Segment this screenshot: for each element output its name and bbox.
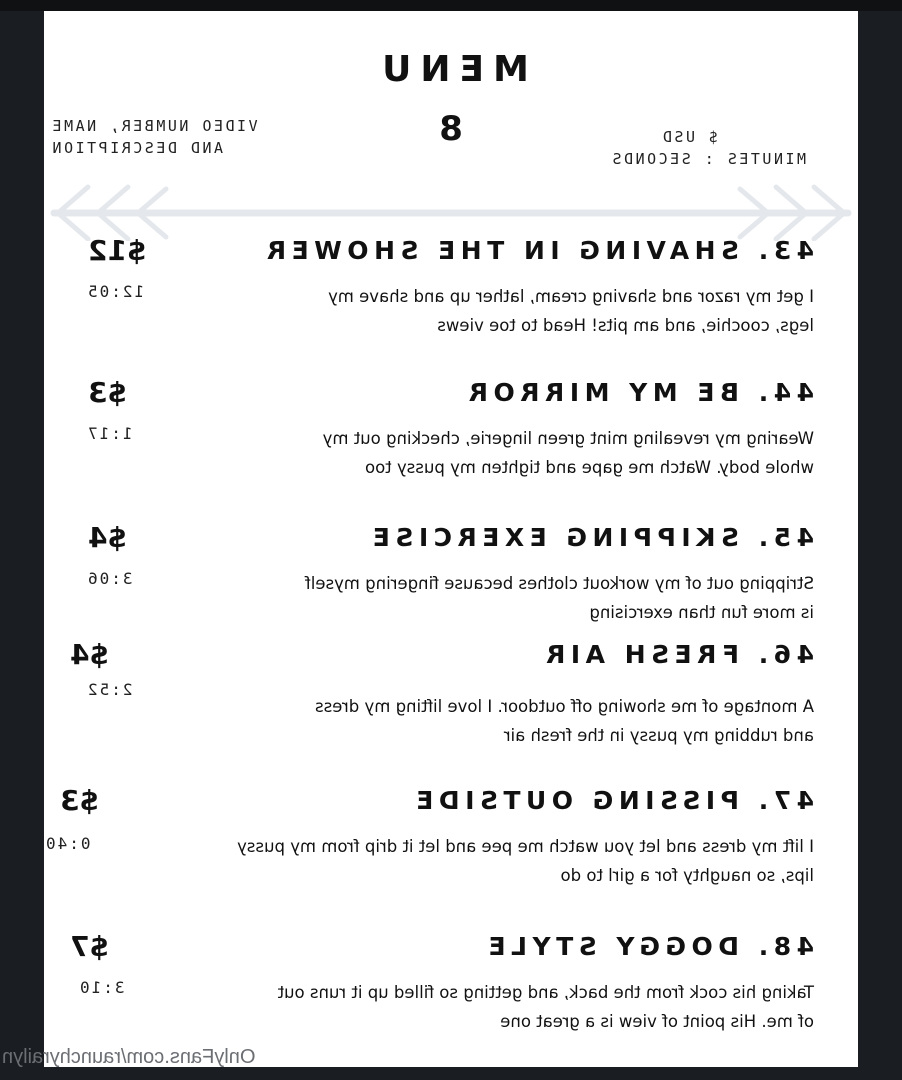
menu-item xyxy=(44,236,858,356)
item-description: I lift my dress and let you watch me pee and let it drip from my pussy lips, so naughty for a girl to do xyxy=(237,837,814,885)
legend-price-unit: $ USD xyxy=(660,128,718,146)
legend-video-info-line1: VIDEO NUMBER, NAME xyxy=(50,117,258,135)
item-price: $3 xyxy=(60,784,99,817)
item-title: 46. FRESH AIR xyxy=(540,640,814,669)
menu-item xyxy=(44,786,858,906)
item-price: $3 xyxy=(88,376,127,409)
item-title: 43. SHAVING IN THE SHOWER xyxy=(261,236,814,265)
item-title: 45. SKIPPING EXERCISE xyxy=(367,523,814,552)
item-description: Stripping out of my workout clothes because fingering myself is more fun than exercising xyxy=(304,574,814,622)
legend-price-time xyxy=(546,126,806,170)
item-duration: 12:05 xyxy=(86,282,145,301)
item-description: Taking his cock from the back, and getting so filled up it runs out of me. His point of view is a great one xyxy=(277,983,814,1031)
item-description: A montage of me showing off outdoor. I love lifting my dress and rubbing my pussy in the fresh air xyxy=(315,697,814,745)
item-description: Wearing my revealing mint green lingerie, checking out my whole body. Watch me gape and tighten my pussy too xyxy=(322,429,814,477)
item-duration: 0:40 xyxy=(44,834,91,853)
menu-item xyxy=(44,523,858,643)
menu-item xyxy=(44,378,858,498)
menu-title: MENU xyxy=(373,49,529,90)
menu-sheet xyxy=(44,11,858,1067)
legend-time-unit: MINUTES : SECONDS xyxy=(609,150,806,168)
item-duration: 1:17 xyxy=(86,424,133,443)
item-price: $12 xyxy=(88,234,147,267)
item-price: $7 xyxy=(70,930,109,963)
item-title: 44. BE MY MIRROR xyxy=(463,378,814,407)
watermark: OnlyFans.com/raunchyrailyn xyxy=(2,1046,256,1068)
item-price: $4 xyxy=(88,521,127,554)
menu-item xyxy=(44,932,858,1052)
top-bar xyxy=(0,0,902,11)
menu-number: 8 xyxy=(439,109,463,149)
item-price: $4 xyxy=(70,638,109,671)
item-title: 47. PISSING OUTSIDE xyxy=(410,786,814,815)
item-title: 48. DOGGY STYLE xyxy=(483,932,814,961)
legend-video-info-line2: AND DESCRIPTION xyxy=(50,139,223,157)
item-duration: 3:10 xyxy=(78,978,125,997)
item-duration: 3:06 xyxy=(86,569,133,588)
item-description: I get my razor and shaving cream, lather up and shave my legs, coochie, and am pits! Head to toe views xyxy=(328,287,814,335)
legend-video-info xyxy=(50,115,300,159)
menu-item xyxy=(44,640,858,760)
arrow-divider xyxy=(44,181,858,241)
item-duration: 2:52 xyxy=(86,680,133,699)
